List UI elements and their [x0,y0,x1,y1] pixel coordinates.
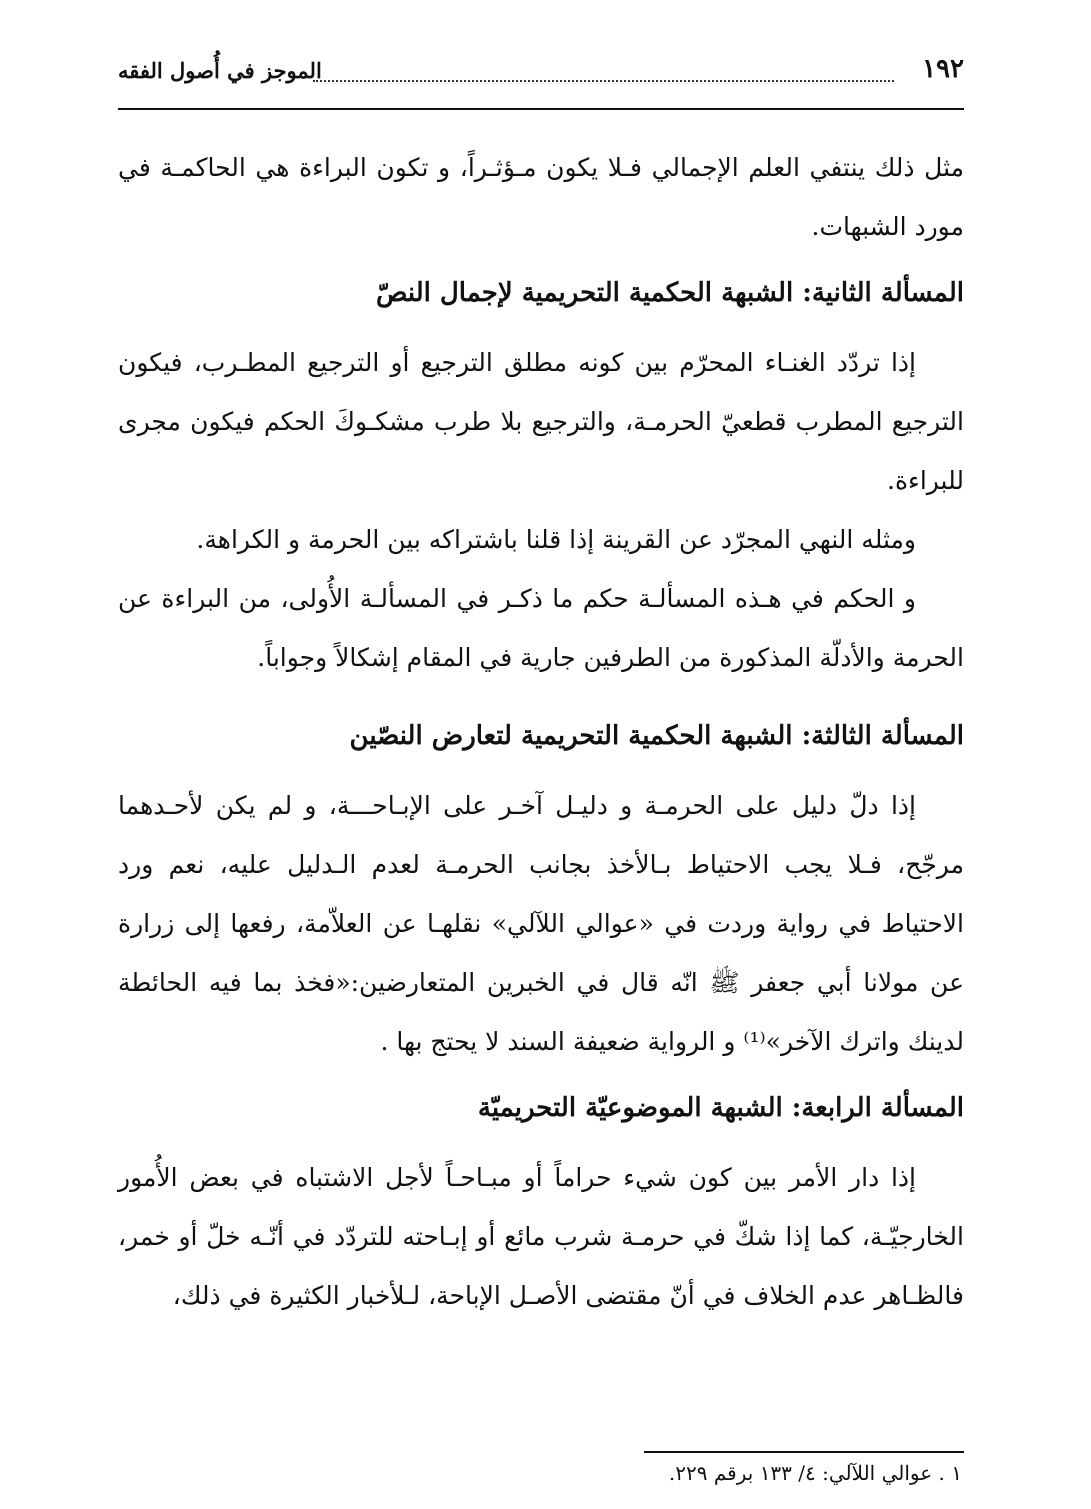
footnote-rule [644,1451,964,1453]
heading-fourth-issue: المسألة الرابعة: الشبهة الموضوعيّة التحريميّة [477,1093,964,1123]
header-dot-leader [313,80,894,82]
paragraph-objective-doubt: إذا دار الأمر بين كون شيء حراماً أو مبـاحـاً لأجل الاشتباه في بعض الأُمور الخارجيّـة، كما إذا شكّ في حرمـة شرب مائع أو إبـاحته للتردّد في أنّـه خلّ أو خمر، فالظـاهر عدم الخلاف في أنّ مقتضى الأصـل الإباحة، لـلأخبار الكثيرة في ذلك، [118,1163,964,1310]
spacer [118,687,964,699]
paragraph-prohibition: ومثله النهي المجرّد عن القرينة إذا قلنا باشتراكه بين الحرمة و الكراهة. [196,525,916,554]
paragraph-continuation: مثل ذلك ينتفي العلم الإجمالي فـلا يكون مـؤثـراً، و تكون البراءة هي الحاكمـة في مورد الشبهات. [118,153,964,241]
page-body [118,138,964,1325]
page-number: ١٩٢ [922,54,964,84]
heading-second-issue: المسألة الثانية: الشبهة الحكمية التحريمية لإجمال النصّ [376,278,964,308]
header-rule [118,108,964,110]
page-header [118,54,964,94]
paragraph-singing: إذا تردّد الغنـاء المحرّم بين كونه مطلق الترجيع أو الترجيع المطـرب، فيكون الترجيع المطرب قطعيّ الحرمـة، والترجيع بلا طرب مشكـوكَ الحكم فيكون مجرى للبراءة. [118,348,964,495]
footnote: ١ . عوالي اللآلي: ٤/ ١٣٣ برقم ٢٢٩. [668,1461,962,1485]
paragraph-conflicting-texts: إذا دلّ دليل على الحرمـة و دليـل آخـر على الإبـاحـــة، و لم يكن لأحـدهما مرجّح، فـلا يجب الاحتياط بـالأخذ بجانب الحرمـة لعدم الـدليل عليه، نعم ورد الاحتياط في رواية وردت في «عوالي اللآلي» نقلهـا عن العلاّمة، رفعها إلى زرارة عن مولانا أبي جعفر ﷺ انّه قال في الخبرين المتعارضين:«فخذ بما فيه الحائطة لدينك واترك الآخر»⁽¹⁾ و الرواية ضعيفة السند لا يحتج بها . [118,791,964,1056]
heading-third-issue: المسألة الثالثة: الشبهة الحكمية التحريمية لتعارض النصّين [349,721,964,751]
running-title: الموجز في أُصول الفقه [118,58,322,83]
paragraph-ruling: و الحكم في هـذه المسألـة حكم ما ذكـر في المسألـة الأُولى، من البراءة عن الحرمة والأدلّة المذكورة من الطرفين جارية في المقام إشكالاً وجواباً. [118,584,964,672]
